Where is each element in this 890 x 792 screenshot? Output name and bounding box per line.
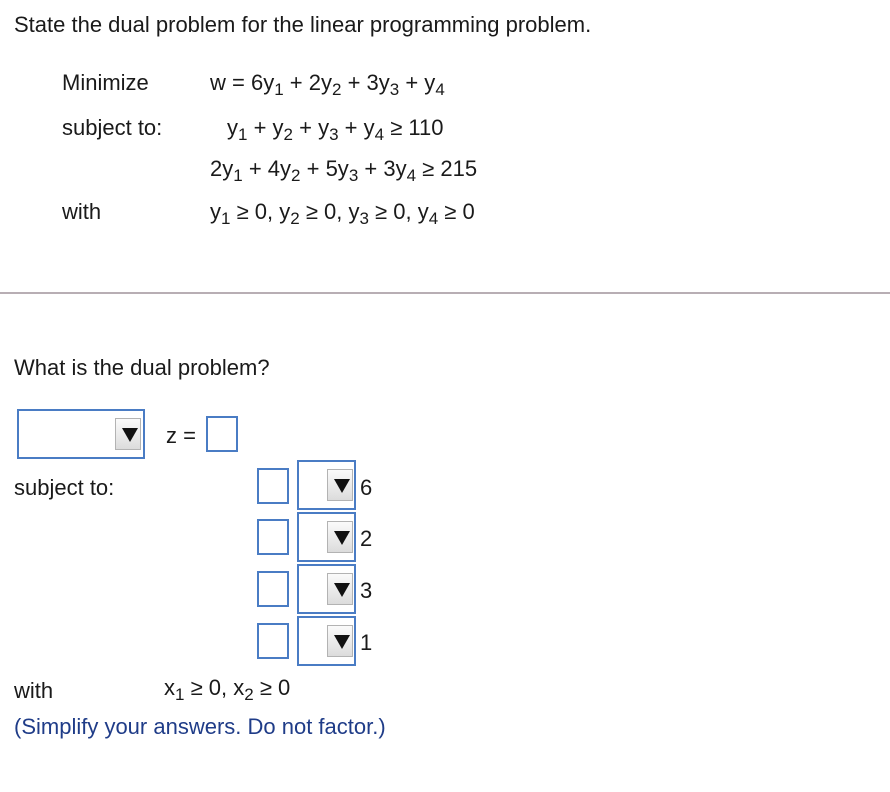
c2-term-3: + 5y [300,156,349,181]
primal-constraint-2 [210,156,478,185]
subject-to-label: subject to: [62,115,163,140]
dropdown-arrow-button[interactable] [327,625,353,657]
sub-4: 4 [406,166,417,185]
sub-1: 1 [238,125,248,144]
primal-constraint-1 [227,115,444,144]
constraint-1-rhs: 6 [360,475,373,500]
sub-1: 1 [233,166,243,185]
objective-term-2: + 2y [283,70,332,95]
objective-input[interactable] [206,416,238,452]
sub-4: 4 [428,209,439,228]
constraint-2-input[interactable] [257,519,289,555]
c2-term-2: + 4y [242,156,292,181]
c1-term-3: + y [293,115,330,140]
hint-text: (Simplify your answers. Do not factor.) [14,714,386,739]
with-label-primal: with [62,199,102,224]
with-label-dual: with [14,678,54,703]
c2-term-4: + 3y [358,156,407,181]
objective-term-3: + 3y [341,70,390,95]
constraint-1-input[interactable] [257,468,289,504]
nn-term-2: ≥ 0, y [230,199,291,224]
sub-2: 2 [291,166,301,185]
dual-nonnegativity [164,675,291,704]
subject-to-label-dual: subject to: [14,475,115,500]
objective-term-1: w = 6y [210,70,275,95]
triangle-down-icon [334,479,350,493]
c2-rhs: ≥ 215 [416,156,478,181]
constraint-3-input[interactable] [257,571,289,607]
constraint-2-relation-select[interactable] [297,512,356,562]
sub-3: 3 [348,166,359,185]
constraint-3-rhs: 3 [360,578,373,603]
nn-term-3: ≥ 0, y [299,199,360,224]
sub-1: 1 [175,685,185,704]
dual-nn-term-2: ≥ 0, x [184,675,245,700]
constraint-4-input[interactable] [257,623,289,659]
constraint-2-rhs: 2 [360,526,373,551]
triangle-down-icon [122,428,138,442]
sub-3: 3 [329,125,339,144]
sub-2: 2 [283,125,294,144]
c1-rhs: ≥ 110 [384,115,444,140]
sub-3: 3 [389,80,400,99]
section-divider [0,292,890,294]
dropdown-arrow-button[interactable] [327,521,353,553]
instruction-text: State the dual problem for the linear programming problem. [14,12,592,37]
objective-type-select[interactable] [17,409,145,459]
nn-term-5: ≥ 0 [438,199,475,224]
constraint-4-relation-select[interactable] [297,616,356,666]
constraint-1-relation-select[interactable] [297,460,356,510]
objective-term-4: + y [399,70,436,95]
dropdown-arrow-button[interactable] [327,469,353,501]
sub-2: 2 [290,209,300,228]
sub-2: 2 [244,685,254,704]
triangle-down-icon [334,583,350,597]
c1-term-1: y [227,115,238,140]
c1-term-4: + y [338,115,375,140]
sub-4: 4 [435,80,445,99]
triangle-down-icon [334,635,350,649]
sub-2: 2 [331,80,342,99]
c2-term-1: 2y [210,156,234,181]
dropdown-arrow-button[interactable] [115,418,141,450]
sub-1: 1 [221,209,231,228]
question-text: What is the dual problem? [14,355,270,380]
nn-term-4: ≥ 0, y [368,199,429,224]
primal-objective [210,70,445,99]
sub-4: 4 [374,125,385,144]
dropdown-arrow-button[interactable] [327,573,353,605]
triangle-down-icon [334,531,350,545]
sub-1: 1 [274,80,284,99]
minimize-label: Minimize [62,70,149,95]
z-label: z = [166,423,196,448]
nn-term-1: y [210,199,221,224]
dual-nn-term-1: x [164,675,175,700]
constraint-4-rhs: 1 [360,630,373,655]
c1-term-2: + y [247,115,284,140]
dual-nn-term-3: ≥ 0 [253,675,291,700]
constraint-3-relation-select[interactable] [297,564,356,614]
primal-nonnegativity [210,199,475,228]
sub-3: 3 [359,209,369,228]
